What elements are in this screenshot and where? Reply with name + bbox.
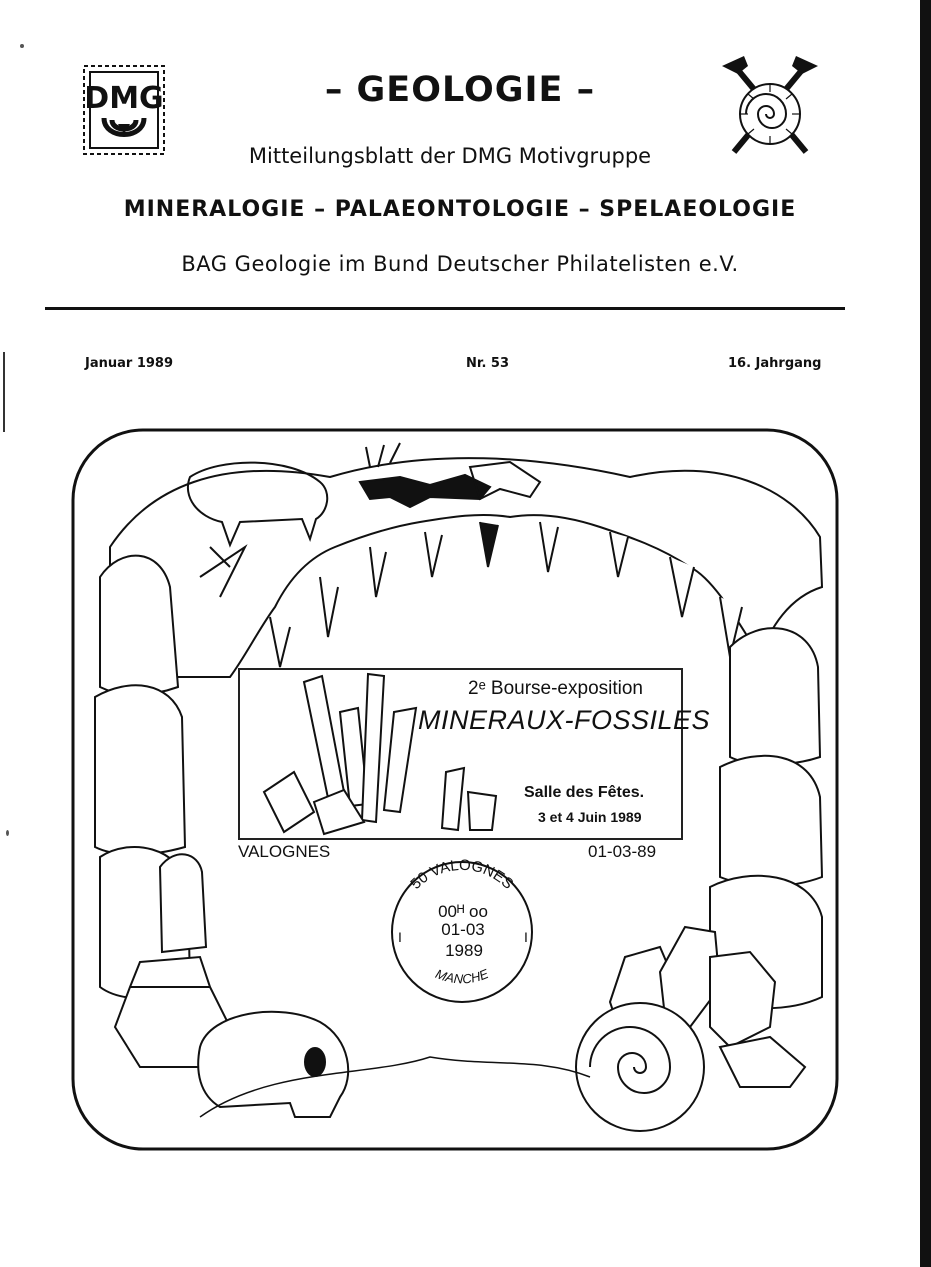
page-edge-bar bbox=[920, 0, 931, 1267]
postmark-time: 00ᴴ oo bbox=[438, 902, 488, 921]
postmark-top-text: 50 VALOGNES bbox=[407, 858, 517, 893]
cancel-place: VALOGNES bbox=[238, 842, 331, 861]
association-line: BAG Geologie im Bund Deutscher Philatelisten e.V. bbox=[181, 252, 739, 276]
minerals-drawing bbox=[244, 672, 424, 836]
issue-date: Januar 1989 bbox=[85, 356, 174, 371]
issue-volume: 16. Jahrgang bbox=[728, 356, 822, 371]
event-title-line1: 2ᵉ Bourse-exposition bbox=[468, 678, 643, 699]
minerals-drawing-small bbox=[436, 752, 506, 832]
paper-speck bbox=[6, 830, 9, 836]
right-columns bbox=[710, 628, 822, 1008]
postmark-bottom-text: MANCHE bbox=[433, 966, 491, 987]
event-venue: Salle des Fêtes. bbox=[524, 784, 645, 801]
disciplines-line: MINERALOGIE – PALAEONTOLOGIE – SPELAEOLOGIE bbox=[123, 197, 797, 222]
issue-number: Nr. 53 bbox=[466, 356, 509, 371]
journal-subtitle: Mitteilungsblatt der DMG Motivgruppe bbox=[248, 144, 652, 168]
skull bbox=[198, 1012, 348, 1117]
postmark-day-month: 01-03 bbox=[441, 920, 485, 939]
ammonite-fossil bbox=[576, 1003, 704, 1131]
dmg-logo bbox=[78, 60, 170, 160]
postmark-right-mark: I bbox=[524, 929, 528, 945]
dmg-logo-letters: DMG bbox=[84, 81, 164, 116]
postmark-left-mark: I bbox=[398, 929, 402, 945]
ammonite-hammers-icon bbox=[714, 56, 826, 158]
event-title-line2: MINERAUX-FOSSILES bbox=[418, 705, 711, 735]
binding-mark bbox=[3, 352, 5, 432]
header-rule bbox=[45, 307, 845, 310]
event-dates: 3 et 4 Juin 1989 bbox=[538, 809, 642, 825]
cancel-date: 01-03-89 bbox=[588, 842, 657, 861]
journal-title: – GEOLOGIE – bbox=[324, 70, 596, 110]
postmark-year: 1989 bbox=[445, 941, 483, 960]
paper-speck bbox=[20, 44, 24, 48]
